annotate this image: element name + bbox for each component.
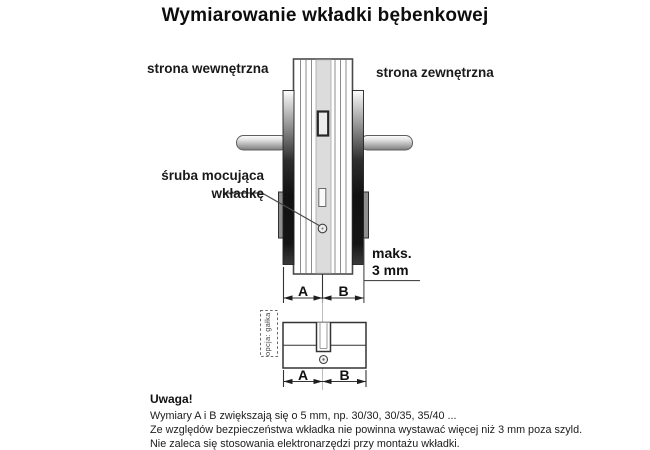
option-knob-label: opcja: gałka bbox=[263, 312, 272, 356]
escutcheon-inner bbox=[283, 91, 294, 265]
max-protrusion-label bbox=[372, 245, 412, 278]
dimension-a-label-bottom: A bbox=[297, 367, 309, 383]
notes-heading: Uwaga! bbox=[150, 392, 193, 406]
dimension-b-label-bottom: B bbox=[339, 367, 350, 383]
note-line: Nie zaleca się stosowania elektronarzędzi przy montażu wkładki. bbox=[150, 438, 460, 450]
lower-slot bbox=[319, 189, 326, 207]
cam-notch bbox=[317, 323, 331, 352]
handle-inner bbox=[237, 136, 288, 151]
note-line: Wymiary A i B zwiększają się o 5 mm, np. 30/30, 30/35, 35/40 ... bbox=[150, 410, 457, 422]
cam-slot bbox=[318, 112, 328, 136]
mounting-screw-label bbox=[140, 167, 264, 202]
inner-side-label: strona wewnętrzna bbox=[147, 61, 269, 76]
escutcheon-outer bbox=[353, 91, 364, 265]
mounting-screw-label-line2: wkładkę bbox=[211, 185, 264, 201]
cylinder-channel bbox=[316, 60, 331, 273]
handle-outer bbox=[361, 136, 413, 151]
dimension-b-label-top: B bbox=[338, 283, 349, 299]
note-line: Ze względów bezpieczeństwa wkładka nie powinna wystawać więcej niż 3 mm poza szyld. bbox=[150, 424, 583, 437]
fixing-screw-center bbox=[322, 358, 324, 360]
mounting-screw-label-line1: śruba mocująca bbox=[161, 168, 264, 183]
mounting-screw-center bbox=[322, 228, 324, 230]
max-protrusion-label-line2: 3 mm bbox=[372, 261, 409, 278]
dimension-a-label-top: A bbox=[297, 283, 309, 299]
max-protrusion-label-line1: maks. bbox=[372, 245, 412, 261]
notes-block bbox=[150, 392, 620, 450]
page-title: Wymiarowanie wkładki bębenkowej bbox=[161, 5, 489, 26]
outer-side-label: strona zewnętrzna bbox=[376, 65, 494, 80]
